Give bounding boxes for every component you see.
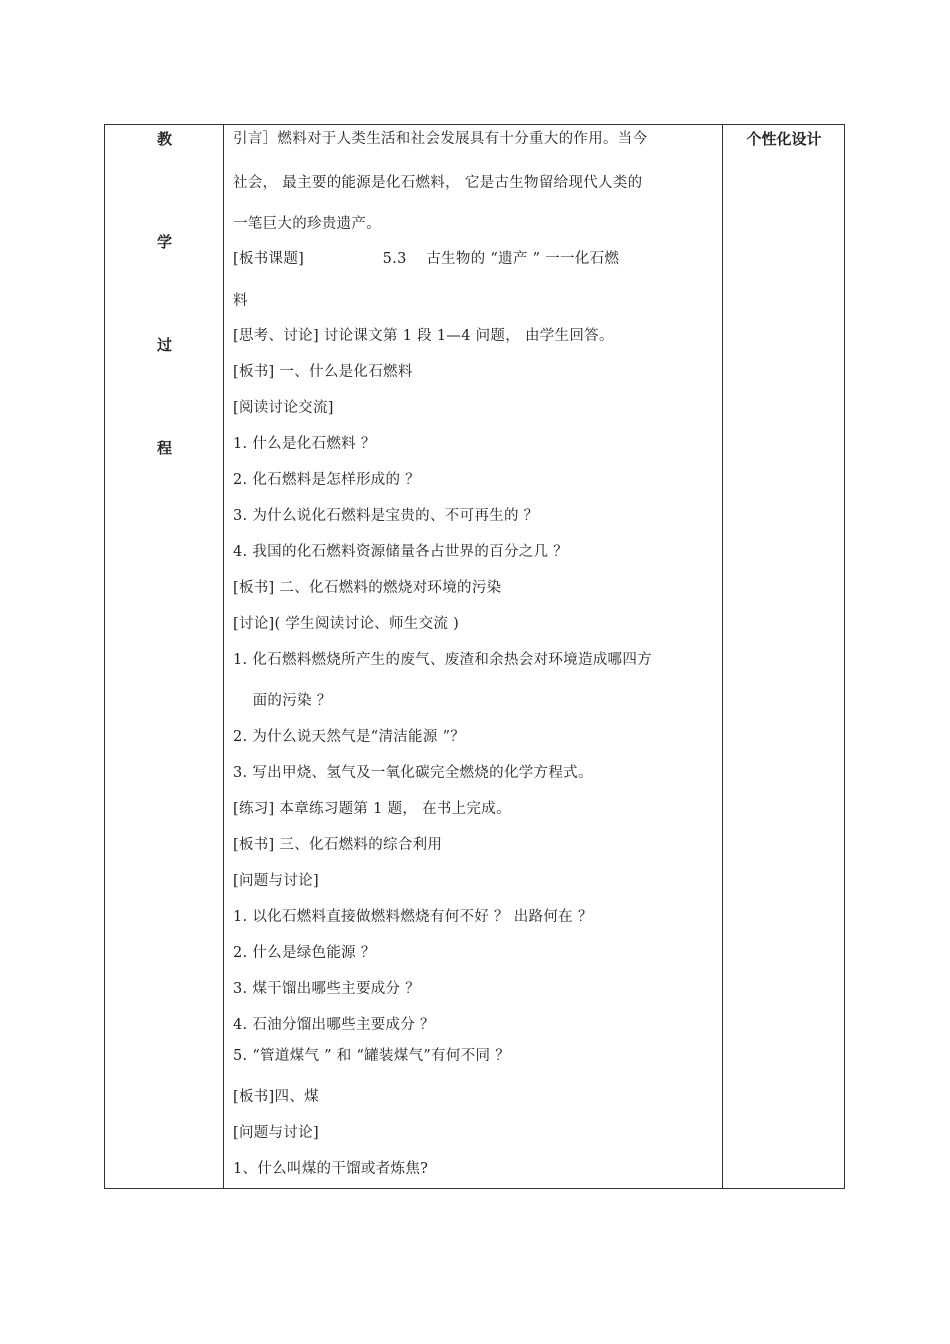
column-divider-left <box>223 125 224 1188</box>
text-line: [问题与讨论] <box>233 873 319 889</box>
text-line: 4. 石油分馏出哪些主要成分 ？ <box>233 1017 435 1033</box>
text-line: 一笔巨大的珍贵遗产。 <box>233 216 381 232</box>
text-line: 面的污染 ？ <box>233 693 332 709</box>
text-line: [阅读讨论交流] <box>233 400 334 416</box>
text-line: [板书] 一、什么是化石燃料 <box>233 364 413 380</box>
text-line: 2. 什么是绿色能源 ？ <box>233 945 376 961</box>
lesson-table <box>104 124 845 1189</box>
left-label-char: 学 <box>156 233 172 251</box>
text-line: 料 <box>233 293 248 309</box>
text-line: [练习] 本章练习题第 1 题， 在书上完成。 <box>233 801 511 817</box>
personalized-design-header: 个性化设计 <box>746 130 822 148</box>
column-divider-right <box>722 125 723 1188</box>
text-line: [思考、讨论] 讨论课文第 1 段 1—4 问题， 由学生回答。 <box>233 328 614 344</box>
text-line: 社会， 最主要的能源是化石燃料， 它是古生物留给现代人类的 <box>233 175 643 191</box>
text-line: 4. 我国的化石燃料资源储量各占世界的百分之几 ？ <box>233 544 569 560</box>
text-line: 3. 写出甲烧、氢气及一氧化碳完全燃烧的化学方程式。 <box>233 765 593 781</box>
text-line: [板书] 三、化石燃料的综合利用 <box>233 837 443 853</box>
text-line: 引言］燃料对于人类生活和社会发展具有十分重大的作用。当今 <box>233 131 648 147</box>
text-line: [讨论]( 学生阅读讨论、师生交流 ) <box>233 616 460 632</box>
text-line: [板书课题] 5.3 古生物的 “遗产 ” 一一化石燃 <box>233 251 620 267</box>
text-line: 2. 为什么说天然气是“清洁能源 ”？ <box>233 729 466 745</box>
left-label-char: 教 <box>156 130 172 148</box>
text-line: 1. 什么是化石燃料 ？ <box>233 436 376 452</box>
text-line: [板书] 二、化石燃料的燃烧对环境的污染 <box>233 580 502 596</box>
left-label-char: 程 <box>156 439 172 457</box>
text-line: 3. 为什么说化石燃料是宝贵的、不可再生的 ？ <box>233 508 539 524</box>
text-line: 1. 以化石燃料直接做燃料燃烧有何不好 ？ 出路何在 ？ <box>233 909 593 925</box>
text-line: 1、什么叫煤的干馏或者炼焦? <box>233 1161 429 1177</box>
text-line: 1. 化石燃料燃烧所产生的废气、废渣和余热会对环境造成哪四方 <box>233 652 652 668</box>
text-line: [板书]四、煤 <box>233 1089 319 1105</box>
text-line: 2. 化石燃料是怎样形成的 ？ <box>233 472 421 488</box>
text-line: 5. “管道煤气 ” 和 “罐装煤气”有何不同 ？ <box>233 1048 511 1064</box>
text-line: [问题与讨论] <box>233 1125 319 1141</box>
left-label-char: 过 <box>156 336 172 354</box>
text-line: 3. 煤干馏出哪些主要成分 ？ <box>233 981 421 997</box>
